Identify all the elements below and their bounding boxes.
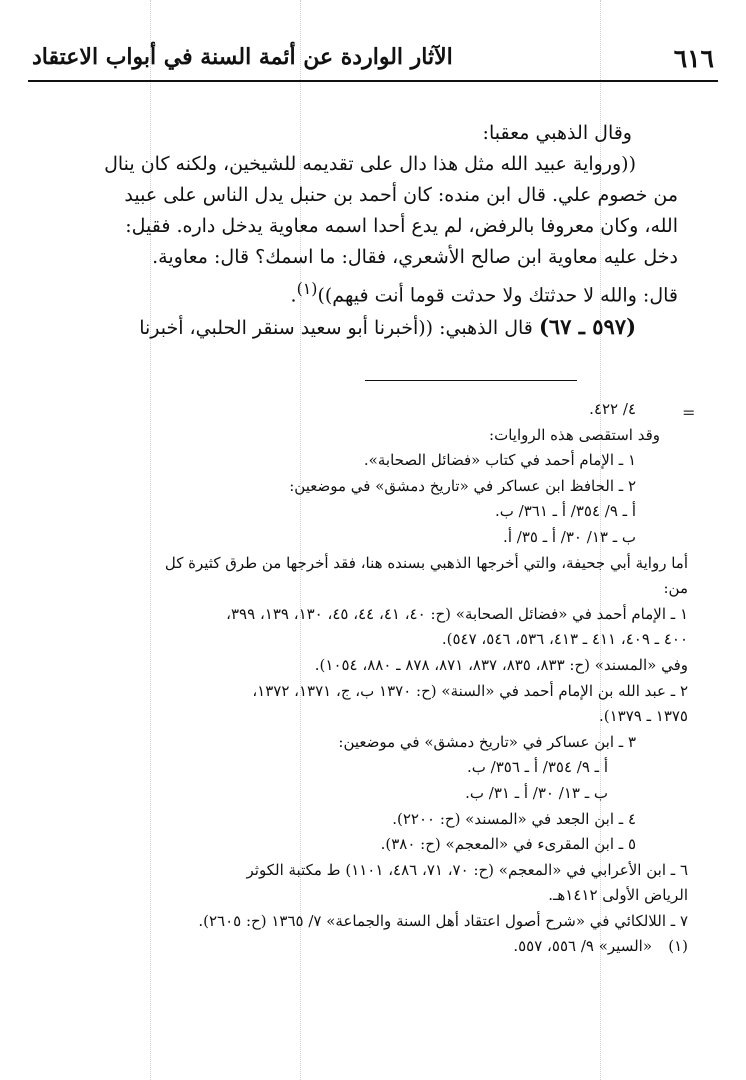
- quote-line: الله، وكان معروفا بالرفض، لم يدع أحدا اسمه معاوية يدخل داره. فقيل:: [125, 215, 678, 237]
- footnote-line: ٢ ـ عبد الله بن الإمام أحمد في «السنة» (ح: ١٣٧٠ ب، ج، ١٣٧١، ١٣٧٢،: [252, 681, 688, 700]
- footnote-line: ب ـ ١٣/ ٣٠/ أ ـ ٣١/ ب.: [465, 783, 608, 802]
- footnote-line: ٣ ـ ابن عساكر في «تاريخ دمشق» في موضعين:: [338, 732, 636, 751]
- quote-line-last: قال: والله لا حدثتك ولا حدثت قوما أنت فيهم))$^{(١)}$.: [290, 279, 678, 307]
- footnote-line: وقد استقصى هذه الروايات:: [489, 425, 660, 444]
- footnote-line: ٤٠٠ ـ ٤٠٩، ٤١١ ـ ٤١٣، ٥٣٦، ٥٤٦، ٥٤٧).: [441, 630, 688, 649]
- footnote-line: ٥ ـ ابن المقرىء في «المعجم» (ح: ٣٨٠).: [380, 835, 636, 854]
- main-text: [66, 118, 678, 344]
- header-rule: [28, 80, 718, 82]
- footnote-1: [76, 934, 688, 960]
- narration-line: [66, 311, 678, 344]
- narration-number: (٥٩٧ ـ ٦٧): [538, 314, 636, 340]
- page-header: [28, 40, 718, 84]
- running-title: الآثار الواردة عن أئمة السنة في أبواب الاعتقاد: [32, 44, 453, 70]
- footnote-line: ١ ـ الإمام أحمد في كتاب «فضائل الصحابة».: [363, 451, 636, 470]
- footnote-line: ٤/ ٤٢٢.: [589, 400, 636, 418]
- quote-line: دخل عليه معاوية ابن صالح الأشعري، فقال: ما اسمك؟ قال: معاوية.: [152, 246, 678, 268]
- footnotes: [76, 397, 688, 960]
- page-number: ٦١٦: [673, 44, 714, 73]
- footnote-separator: [365, 380, 577, 381]
- footnote-line: أ ـ ٩/ ٣٥٤/ أ ـ ٣٦١/ ب.: [495, 502, 636, 521]
- footnote-line: ١٣٧٥ ـ ١٣٧٩).: [598, 707, 688, 726]
- footnote-line: أما رواية أبي جحيفة، والتي أخرجها الذهبي بسنده هنا، فقد أخرجها من طرق كثيرة كل: [164, 553, 688, 572]
- footnote-line: ٤ ـ ابن الجعد في «المسند» (ح: ٢٢٠٠).: [392, 809, 636, 828]
- footnote-line: ٢ ـ الحافظ ابن عساكر في «تاريخ دمشق» في موضعين:: [289, 476, 636, 495]
- footnote-ref: (١): [296, 279, 318, 298]
- quote-line: ((ورواية عبيد الله مثل هذا دال على تقديمه للشيخين، ولكنه كان ينال: [104, 153, 636, 175]
- footnote-line: الرياض الأولى ١٤١٢هـ.: [548, 886, 688, 905]
- narration-text: قال الذهبي: ((أخبرنا أبو سعيد سنقر الحلبي، أخبرنا: [139, 317, 533, 340]
- footnote-line: ب ـ ١٣/ ٣٠/ أ ـ ٣٥/ أ.: [503, 527, 636, 546]
- quote-line: من خصوم علي. قال ابن منده: كان أحمد بن حنبل يدل الناس على عبيد: [124, 184, 678, 206]
- quote-line-text: قال: والله لا حدثتك ولا حدثت قوما أنت فيهم)): [317, 284, 678, 307]
- footnote-1-text: «السير» ٩/ ٥٥٦، ٥٥٧.: [513, 937, 652, 956]
- footnote-line: أ ـ ٩/ ٣٥٤/ أ ـ ٣٥٦/ ب.: [467, 758, 608, 777]
- footnote-line: من:: [663, 579, 688, 598]
- footnote-line: ٧ ـ اللالكائي في «شرح أصول اعتقاد أهل السنة والجماعة» ٧/ ١٣٦٥ (ح: ٢٦٠٥).: [198, 911, 688, 930]
- footnote-line: ١ ـ الإمام أحمد في «فضائل الصحابة» (ح: ٤٠، ٤١، ٤٤، ٤٥، ١٣٠، ١٣٩، ٣٩٩،: [226, 604, 688, 623]
- continuation-mark: =: [682, 403, 696, 422]
- intro-line: وقال الذهبي معقبا:: [482, 122, 632, 144]
- footnote-1-label: (١): [668, 937, 688, 956]
- footnote-line: ٦ ـ ابن الأعرابي في «المعجم» (ح: ٧٠، ٧١، ٤٨٦، ١١٠١) ط مكتبة الكوثر: [246, 860, 688, 879]
- footnote-line: وفي «المسند» (ح: ٨٣٣، ٨٣٥، ٨٣٧، ٨٧١، ٨٧٨ ـ ٨٨٠، ١٠٥٤).: [314, 655, 688, 674]
